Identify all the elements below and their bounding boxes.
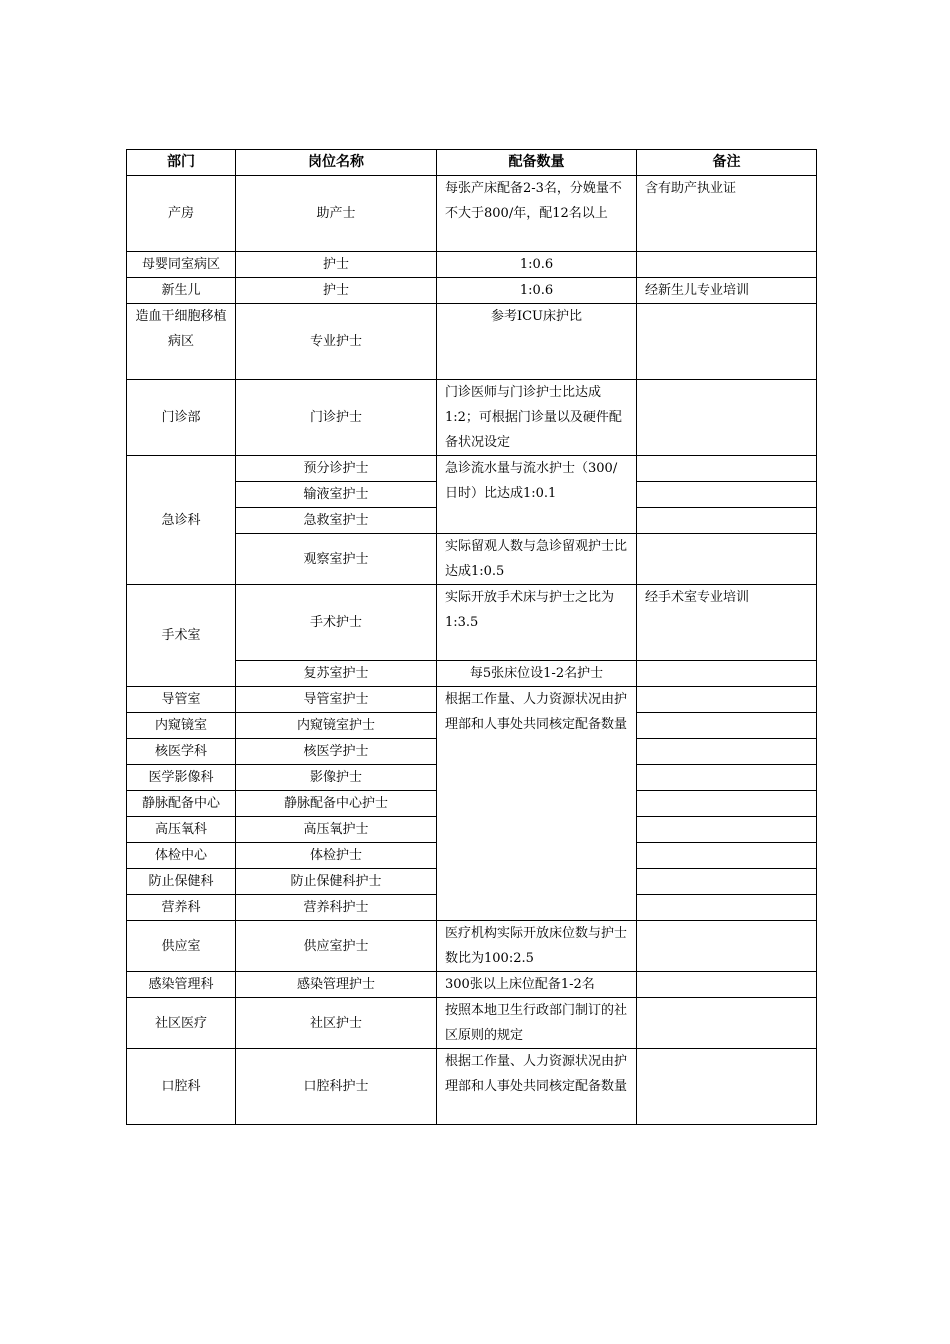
post-cell: 复苏室护士	[236, 661, 437, 687]
dept-cell: 母婴同室病区	[127, 252, 236, 278]
dept-cell: 供应室	[127, 921, 236, 972]
table-row	[127, 585, 817, 661]
note-cell	[637, 895, 817, 921]
note-cell	[637, 456, 817, 482]
post-cell: 急救室护士	[236, 508, 437, 534]
qty-cell: 实际开放手术床与护士之比为1:3.5	[437, 585, 637, 661]
post-cell: 预分诊护士	[236, 456, 437, 482]
dept-cell: 造血干细胞移植病区	[127, 304, 236, 380]
post-cell: 口腔科护士	[236, 1049, 437, 1125]
staffing-table	[126, 149, 817, 1125]
post-cell: 门诊护士	[236, 380, 437, 456]
note-cell	[637, 817, 817, 843]
dept-cell: 体检中心	[127, 843, 236, 869]
qty-cell: 根据工作量、人力资源状况由护理部和人事处共同核定配备数量	[437, 687, 637, 921]
post-cell: 供应室护士	[236, 921, 437, 972]
post-cell: 专业护士	[236, 304, 437, 380]
note-cell	[637, 508, 817, 534]
post-cell: 护士	[236, 252, 437, 278]
note-cell	[637, 921, 817, 972]
note-cell	[637, 972, 817, 998]
qty-cell: 1:0.6	[437, 252, 637, 278]
note-cell	[637, 713, 817, 739]
dept-cell: 手术室	[127, 585, 236, 687]
note-cell	[637, 252, 817, 278]
dept-cell: 医学影像科	[127, 765, 236, 791]
header-note: 备注	[637, 150, 817, 176]
post-cell: 体检护士	[236, 843, 437, 869]
post-cell: 影像护士	[236, 765, 437, 791]
post-cell: 静脉配备中心护士	[236, 791, 437, 817]
dept-cell: 核医学科	[127, 739, 236, 765]
post-cell: 核医学护士	[236, 739, 437, 765]
post-cell: 手术护士	[236, 585, 437, 661]
header-post: 岗位名称	[236, 150, 437, 176]
qty-cell: 1:0.6	[437, 278, 637, 304]
table-row	[127, 252, 817, 278]
qty-cell: 门诊医师与门诊护士比达成1:2；可根据门诊量以及硬件配备状况设定	[437, 380, 637, 456]
post-cell: 助产士	[236, 176, 437, 252]
post-cell: 导管室护士	[236, 687, 437, 713]
dept-cell: 社区医疗	[127, 998, 236, 1049]
note-cell	[637, 869, 817, 895]
post-cell: 观察室护士	[236, 534, 437, 585]
note-cell: 经手术室专业培训	[637, 585, 817, 661]
header-dept: 部门	[127, 150, 236, 176]
qty-cell: 参考ICU床护比	[437, 304, 637, 380]
dept-cell: 营养科	[127, 895, 236, 921]
post-cell: 高压氧护士	[236, 817, 437, 843]
table-row	[127, 456, 817, 482]
qty-cell: 按照本地卫生行政部门制订的社区原则的规定	[437, 998, 637, 1049]
dept-cell: 口腔科	[127, 1049, 236, 1125]
note-cell: 含有助产执业证	[637, 176, 817, 252]
dept-cell: 产房	[127, 176, 236, 252]
table-row	[127, 921, 817, 972]
dept-cell: 门诊部	[127, 380, 236, 456]
note-cell	[637, 687, 817, 713]
table-row	[127, 304, 817, 380]
note-cell	[637, 380, 817, 456]
note-cell	[637, 482, 817, 508]
table-row	[127, 687, 817, 713]
dept-cell: 内窥镜室	[127, 713, 236, 739]
qty-cell: 实际留观人数与急诊留观护士比达成1:0.5	[437, 534, 637, 585]
dept-cell: 感染管理科	[127, 972, 236, 998]
qty-cell: 300张以上床位配备1-2名	[437, 972, 637, 998]
post-cell: 社区护士	[236, 998, 437, 1049]
qty-cell: 每张产床配备2-3名，分娩量不不大于800/年，配12名以上	[437, 176, 637, 252]
note-cell	[637, 998, 817, 1049]
dept-cell: 新生儿	[127, 278, 236, 304]
qty-cell: 每5张床位设1-2名护士	[437, 661, 637, 687]
table-row	[127, 1049, 817, 1125]
table-row	[127, 998, 817, 1049]
note-cell	[637, 661, 817, 687]
dept-cell: 高压氧科	[127, 817, 236, 843]
qty-cell: 医疗机构实际开放床位数与护士数比为100:2.5	[437, 921, 637, 972]
post-cell: 感染管理护士	[236, 972, 437, 998]
header-qty: 配备数量	[437, 150, 637, 176]
post-cell: 护士	[236, 278, 437, 304]
note-cell	[637, 534, 817, 585]
note-cell	[637, 304, 817, 380]
note-cell	[637, 843, 817, 869]
note-cell	[637, 765, 817, 791]
dept-cell: 防止保健科	[127, 869, 236, 895]
table-row	[127, 278, 817, 304]
note-cell	[637, 791, 817, 817]
note-cell	[637, 1049, 817, 1125]
post-cell: 输液室护士	[236, 482, 437, 508]
dept-cell: 急诊科	[127, 456, 236, 585]
dept-cell: 导管室	[127, 687, 236, 713]
post-cell: 内窥镜室护士	[236, 713, 437, 739]
note-cell: 经新生儿专业培训	[637, 278, 817, 304]
qty-cell: 急诊流水量与流水护士（300/日时）比达成1:0.1	[437, 456, 637, 534]
header-row	[127, 150, 817, 176]
table-row	[127, 972, 817, 998]
post-cell: 防止保健科护士	[236, 869, 437, 895]
qty-cell: 根据工作量、人力资源状况由护理部和人事处共同核定配备数量	[437, 1049, 637, 1125]
post-cell: 营养科护士	[236, 895, 437, 921]
note-cell	[637, 739, 817, 765]
table-row	[127, 380, 817, 456]
dept-cell: 静脉配备中心	[127, 791, 236, 817]
table-row	[127, 176, 817, 252]
